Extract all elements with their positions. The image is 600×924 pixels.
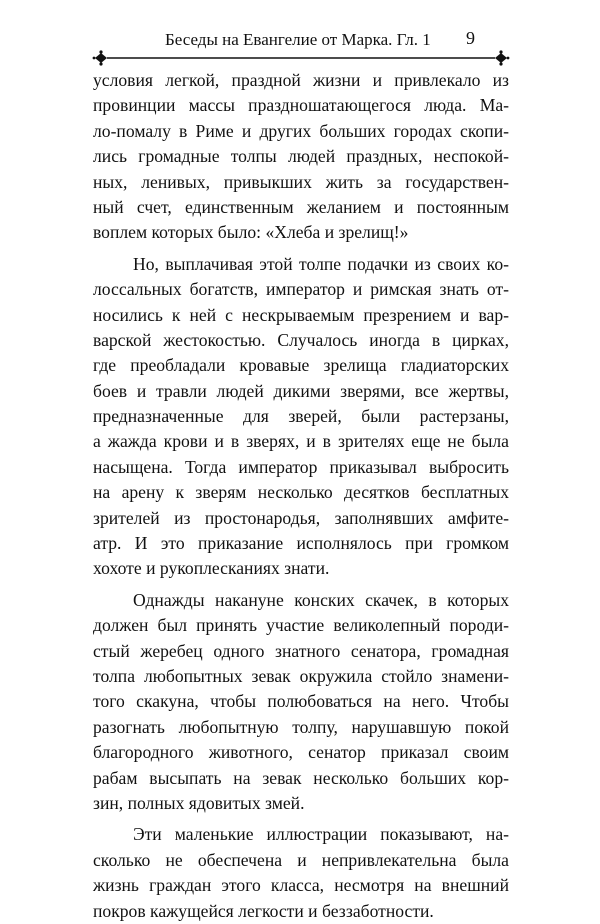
- text-line: атр. И это приказание исполнялось при громком: [93, 533, 509, 554]
- fleuron-right-icon: [495, 50, 509, 65]
- body-text: [93, 68, 509, 924]
- text-line: варской жестокостью. Случалось иногда в цирках,: [93, 329, 509, 350]
- text-line: а жажда крови и в зверях, и в зрителях еще не была: [93, 431, 509, 452]
- text-line: насыщена. Тогда император приказывал выбросить: [93, 456, 509, 477]
- text-line: ный счет, единственным желанием и постоянным: [93, 196, 509, 217]
- text-line: ных, ленивых, привыкших жить за государствен-: [93, 171, 509, 192]
- text-line: Но, выплачивая этой толпе подачки из своих ко-: [133, 253, 509, 274]
- running-header: [95, 24, 507, 64]
- text-line: боев и травли людей дикими зверями, все жертвы,: [93, 380, 509, 401]
- page-number: 9: [466, 28, 475, 48]
- text-line: зин, полных ядовитых змей.: [93, 792, 305, 813]
- text-line: стый жеребец одного знатного сенатора, громадная: [93, 640, 509, 661]
- text-line: где преобладали кровавые зрелища гладиаторских: [93, 355, 509, 376]
- text-line: ло-помалу в Риме и других больших городах скопи-: [93, 120, 509, 141]
- text-line: зрителей из простонародья, заполнявших амфите-: [93, 507, 509, 528]
- text-line: воплем которых было: «Хлеба и зрелищ!»: [93, 222, 409, 243]
- text-line: жизнь граждан этого класса, несмотря на внешний: [93, 875, 509, 896]
- text-line: лись громадные толпы людей праздных, неспокой-: [93, 146, 509, 167]
- header-title: Беседы на Евангелие от Марка. Гл. 1: [165, 30, 431, 49]
- text-line: хохоте и рукоплесканиях знати.: [93, 558, 330, 579]
- text-line: Однажды накануне конских скачек, в которых: [133, 589, 509, 610]
- text-line: того скакуна, чтобы полюбоваться на него. Чтобы: [93, 691, 509, 712]
- paragraph: [93, 68, 509, 246]
- text-line: должен был принять участие великолепный породи-: [93, 615, 509, 636]
- ornamental-rule: [95, 51, 507, 65]
- text-line: рабам высыпать на зевак несколько больших кор-: [93, 767, 509, 788]
- text-line: на арену к зверям несколько десятков бесплатных: [93, 482, 509, 503]
- text-line: условия легкой, праздной жизни и привлекало из: [93, 70, 509, 90]
- text-line: толпа любопытных зевак окружила стойло знамени-: [93, 665, 509, 686]
- text-line: провинции массы праздношатающегося люда. Ма-: [93, 95, 509, 116]
- paragraph: [93, 252, 509, 582]
- text-line: лоссальных богатств, император и римская знать от-: [93, 279, 509, 300]
- text-line: покров кажущейся легкости и беззаботности.: [93, 900, 434, 921]
- text-line: предназначенные для зверей, были растерзаны,: [93, 406, 509, 427]
- fleuron-left-icon: [93, 50, 107, 65]
- paragraph: [93, 822, 509, 924]
- text-line: разогнать любопытную толпу, нарушавшую покой: [93, 716, 509, 737]
- text-line: носились к ней с нескрываемым презрением и вар-: [93, 304, 509, 325]
- text-line: Эти маленькие иллюстрации показывают, на-: [133, 824, 509, 845]
- text-line: благородного животного, сенатор приказал своим: [93, 742, 509, 763]
- text-line: сколько не обеспечена и непривлекательна была: [93, 849, 509, 870]
- paragraph: [93, 588, 509, 817]
